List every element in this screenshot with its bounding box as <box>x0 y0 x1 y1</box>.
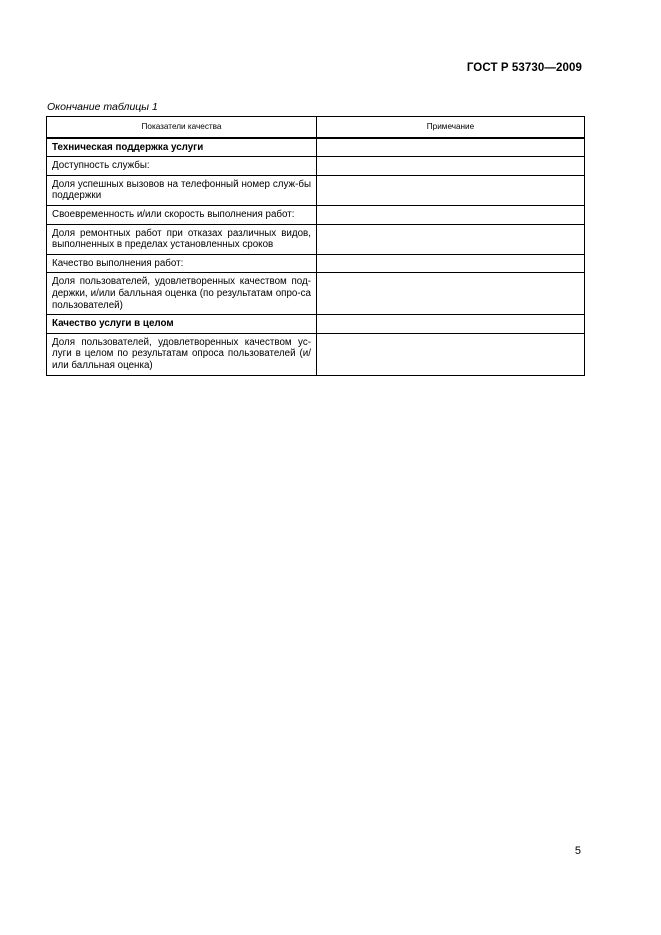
note-cell <box>317 254 585 273</box>
indicator-cell: Качество выполнения работ: <box>47 254 317 273</box>
note-cell <box>317 315 585 334</box>
table-row <box>47 273 585 315</box>
indicator-cell: Доля пользователей, удовлетворенных качеством под-держки, и/или балльная оценка (по результатам опро-са пользователей) <box>47 273 317 315</box>
table-row <box>47 315 585 334</box>
table-row <box>47 333 585 375</box>
document-code: ГОСТ Р 53730—2009 <box>466 62 582 74</box>
note-cell <box>317 205 585 224</box>
section-heading-technical-support: Техническая поддержка услуги <box>47 138 317 157</box>
section-heading-overall-quality: Качество услуги в целом <box>47 315 317 334</box>
table-caption: Окончание таблицы 1 <box>47 101 158 113</box>
page-number: 5 <box>574 845 581 857</box>
table-row <box>47 254 585 273</box>
table-row <box>47 138 585 157</box>
table-row <box>47 157 585 176</box>
indicator-cell: Доля успешных вызовов на телефонный номер служ-бы поддержки <box>47 175 317 205</box>
note-cell <box>317 175 585 205</box>
note-cell <box>317 157 585 176</box>
table-header-row <box>47 117 585 138</box>
indicator-cell: Доля ремонтных работ при отказах различных видов, выполненных в пределах установленных сроков <box>47 224 317 254</box>
indicator-cell: Своевременность и/или скорость выполнения работ: <box>47 205 317 224</box>
note-cell <box>317 333 585 375</box>
note-cell <box>317 224 585 254</box>
table-row <box>47 175 585 205</box>
indicator-cell: Доступность службы: <box>47 157 317 176</box>
note-cell <box>317 138 585 157</box>
table-row <box>47 224 585 254</box>
indicator-cell: Доля пользователей, удовлетворенных качеством ус-луги в целом по результатам опроса пользователей (и/или балльная оценка) <box>47 333 317 375</box>
note-cell <box>317 273 585 315</box>
column-header-note: Примечание <box>317 117 585 138</box>
column-header-indicators: Показатели качества <box>47 117 317 138</box>
table-row <box>47 205 585 224</box>
quality-table <box>46 116 585 376</box>
